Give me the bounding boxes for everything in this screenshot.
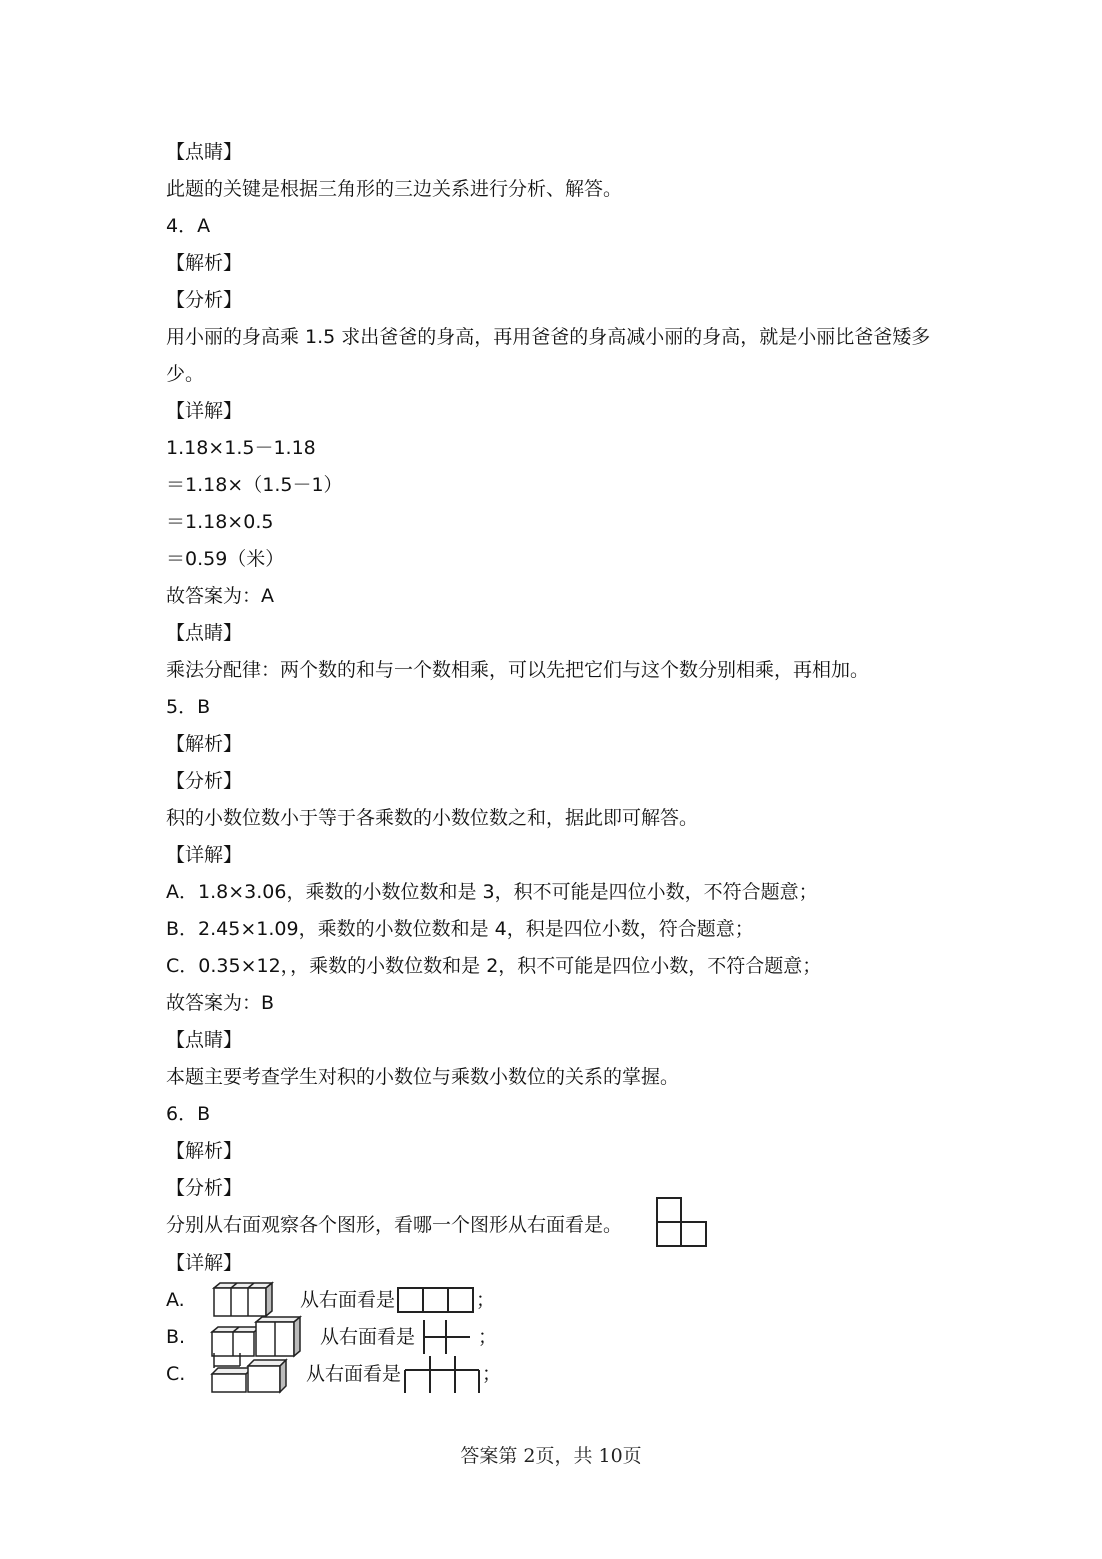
equation-line: ＝1.18×（1.5－1） [166, 474, 343, 496]
heading-jiexi: 【解析】 [166, 1140, 243, 1162]
option-line: A．1.8×3.06，乘数的小数位数和是 3，积不可能是四位小数，不符合题意； [166, 881, 818, 903]
option-a-text: 从右面看是 [300, 1289, 396, 1311]
heading-fenxi: 【分析】 [166, 770, 243, 792]
option-a-view-figure [397, 1287, 475, 1314]
heading-dianjing: 【点睛】 [166, 141, 243, 163]
heading-jiexi: 【解析】 [166, 733, 243, 755]
option-a-label: A. [166, 1289, 185, 1311]
text-line: 乘法分配律：两个数的和与一个数相乘，可以先把它们与这个数分别相乘，再相加。 [166, 659, 870, 681]
heading-fenxi: 【分析】 [166, 289, 243, 311]
conclusion-line: 故答案为：A [166, 585, 274, 607]
equation-line: 1.18×1.5－1.18 [166, 437, 316, 459]
right-view-target-figure [656, 1197, 708, 1247]
text-line: 积的小数位数小于等于各乘数的小数位数之和，据此即可解答。 [166, 807, 699, 829]
text-line: 少。 [166, 363, 205, 385]
option-a-cube-figure [212, 1282, 278, 1318]
option-line: C．0.35×12，，乘数的小数位数和是 2，积不可能是四位小数，不符合题意； [166, 955, 822, 977]
option-c-text: 从右面看是 [306, 1363, 402, 1385]
conclusion-line: 故答案为：B [166, 992, 275, 1014]
option-line: B．2.45×1.09，乘数的小数位数和是 4，积是四位小数，符合题意； [166, 918, 754, 940]
option-c-cube-figure [210, 1352, 290, 1394]
option-c-end: ； [482, 1363, 502, 1385]
option-c-view-figure [403, 1354, 481, 1394]
text-line: 本题主要考查学生对积的小数位与乘数小数位的关系的掌握。 [166, 1066, 680, 1088]
option-a-end: ； [476, 1289, 496, 1311]
option-c-label: C. [166, 1363, 186, 1385]
page-footer: 答案第 2页，共 10页 [460, 1445, 642, 1467]
heading-dianjing: 【点睛】 [166, 622, 243, 644]
text-line: 此题的关键是根据三角形的三边关系进行分析、解答。 [166, 178, 623, 200]
option-b-text: 从右面看是 [320, 1326, 416, 1348]
heading-dianjing: 【点睛】 [166, 1029, 243, 1051]
heading-fenxi: 【分析】 [166, 1177, 243, 1199]
heading-xiangjie: 【详解】 [166, 844, 243, 866]
heading-jiexi: 【解析】 [166, 252, 243, 274]
answer-6: 6．B [166, 1103, 211, 1125]
equation-line: ＝1.18×0.5 [166, 511, 274, 533]
option-b-label: B. [166, 1326, 186, 1348]
answer-5: 5．B [166, 696, 211, 718]
text-line: 用小丽的身高乘 1.5 求出爸爸的身高，再用爸爸的身高减小丽的身高，就是小丽比爸爸矮多 [166, 326, 931, 348]
option-b-view-figure [420, 1318, 474, 1356]
heading-xiangjie: 【详解】 [166, 400, 243, 422]
equation-line: ＝0.59（米） [166, 548, 285, 570]
text-line: 分别从右面观察各个图形，看哪一个图形从右面看是。 [166, 1214, 623, 1236]
answer-4: 4．A [166, 215, 211, 237]
heading-xiangjie: 【详解】 [166, 1252, 243, 1274]
option-b-end: ； [478, 1326, 498, 1348]
